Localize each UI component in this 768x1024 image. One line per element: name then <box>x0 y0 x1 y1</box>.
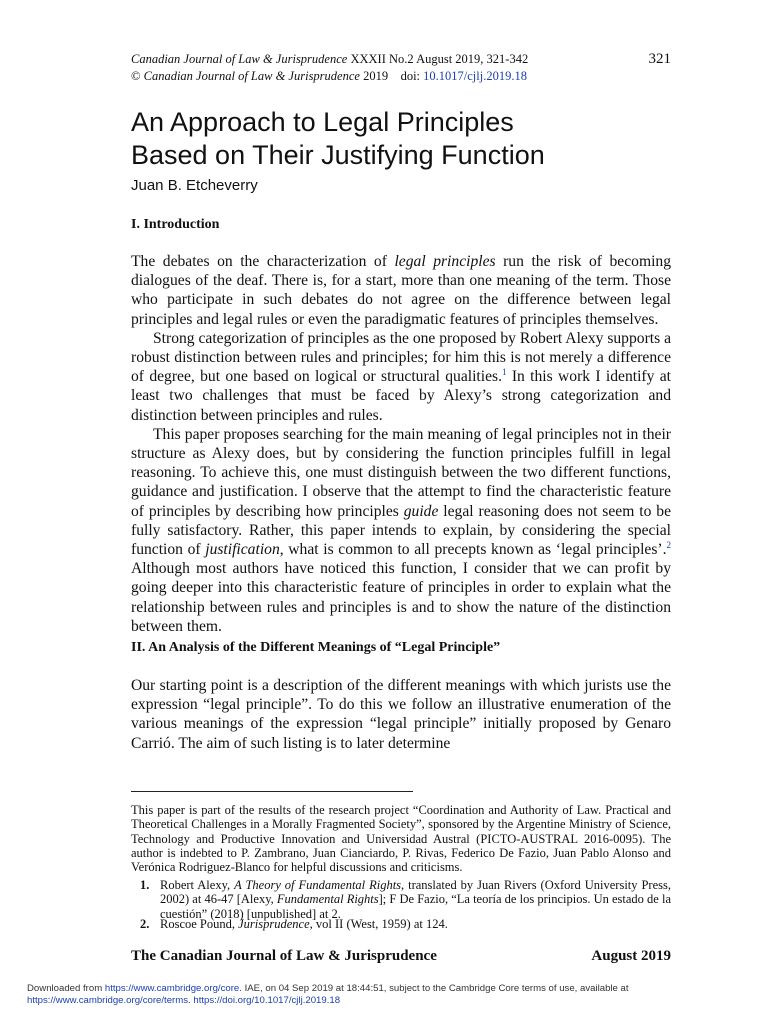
article-title: An Approach to Legal Principles Based on Their Justifying Function <box>131 107 545 170</box>
author-name: Juan B. Etcheverry <box>131 177 258 194</box>
footnote-rule <box>131 791 413 792</box>
footnote-1: 1. Robert Alexy, A Theory of Fundamental Rights, translated by Juan Rivers (Oxford University Press, 2002) at 46-47 [Alexy, Fundamental Rights]; F De Fazio, “La teoría de los principios. Un estado de la cuestión” (2018) [unpublished] at 2. <box>140 878 671 921</box>
running-header <box>131 51 671 85</box>
acknowledgement-note: This paper is part of the results of the research project “Coordination and Authority of Law. Practical and Theoretical Challenges in a Morally Fragmented Society”, sponsored by the Argentine Ministry of Science, Technology and Productive Innovation and Universidad Austral (PICTO-AUSTRAL 2016-0095). The author is indebted to P. Zambrano, Juan Cianciardo, P. Rivas, Federico De Fazio, Juan Pablo Alonso and Verónica Rodriguez-Blanco for helpful discussions and criticisms. <box>131 803 671 875</box>
download-notice: Downloaded from https://www.cambridge.org/core. IAE, on 04 Sep 2019 at 18:44:51, subject to the Cambridge Core terms of use, available at https://www.cambridge.org/core/terms. https://doi.org/10.1017/cjlj.2019.18 <box>27 983 629 1006</box>
copyright-line: © Canadian Journal of Law & Jurisprudence 2019 doi: 10.1017/cjlj.2019.18 <box>131 69 527 83</box>
paragraph: This paper proposes searching for the main meaning of legal principles not in their structure as Alexy does, but by considering the function principles fulfill in legal reasoning. To achieve this, one must distinguish between the two different functions, guidance and justification. I observe that the attempt to find the characteristic feature of principles by describing how principles guide legal reasoning does not seem to be fully satisfactory. Rather, this paper intends to explain, by considering the special function of justification, what is common to all precepts known as ‘legal principles’.$^2$ Although most authors have noticed this function, I consider that we can profit by going deeper into this characteristic feature of principles in order to explain what the relationship between rules and principles is and to show the nature of the distinction between them. <box>131 425 671 635</box>
analysis-body <box>131 676 671 753</box>
paragraph: Strong categorization of principles as the one proposed by Robert Alexy supports a robust distinction between rules and principles; for him this is not merely a difference of degree, but one based on logical or structural qualities.$^1$ In this work I identify at least two challenges that must be faced by Alexy’s strong categorization and distinction between principles and rules. <box>131 329 671 424</box>
doi-url-link[interactable]: https://doi.org/10.1017/cjlj.2019.18 <box>193 995 341 1006</box>
terms-link[interactable]: https://www.cambridge.org/core/terms <box>27 995 189 1006</box>
footer-journal-name: The Canadian Journal of Law & Jurisprudence <box>131 948 437 964</box>
section-heading-analysis: II. An Analysis of the Different Meanings of “Legal Principle” <box>131 640 501 655</box>
doi-link[interactable]: 10.1017/cjlj.2019.18 <box>423 69 527 83</box>
paragraph: The debates on the characterization of legal principles run the risk of becoming dialogues of the deaf. There is, for a start, more than one meaning of the term. Those who participate in such debates do not agree on the difference between legal principles and legal rules or even the paradigmatic features of principles themselves. <box>131 253 671 328</box>
journal-citation-line: Canadian Journal of Law & Jurisprudence XXXII No.2 August 2019, 321-342 <box>131 52 529 66</box>
footnote-ref-2[interactable]: 2 <box>666 539 671 550</box>
page-number: 321 <box>648 51 671 67</box>
footnote-2: 2. Roscoe Pound, Jurisprudence, vol II (West, 1959) at 124. <box>140 917 448 931</box>
paragraph: Our starting point is a description of the different meanings with which jurists use the expression “legal principle”. To do this we follow an illustrative enumeration of the various meanings of the expression “legal principle” initially proposed by Genaro Carrió. The aim of such listing is to later determine <box>131 677 671 752</box>
footer-date: August 2019 <box>591 948 671 964</box>
introduction-body <box>131 252 671 636</box>
cambridge-core-link[interactable]: https://www.cambridge.org/core <box>104 983 240 994</box>
footnote-ref-1[interactable]: 1 <box>502 367 507 378</box>
section-heading-introduction: I. Introduction <box>131 217 220 232</box>
